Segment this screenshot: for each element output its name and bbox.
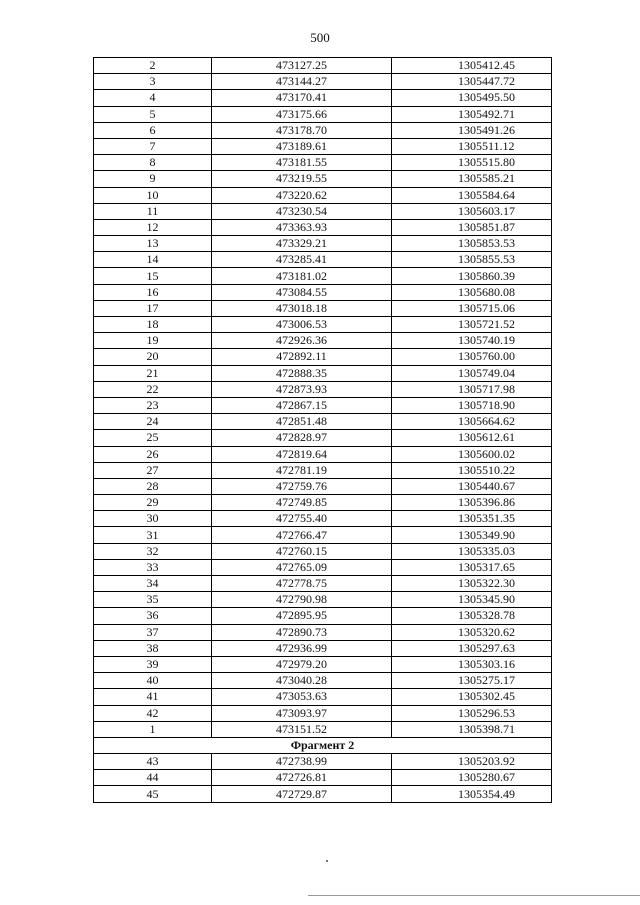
- point-number-cell: 32: [94, 543, 212, 559]
- y-coordinate-cell: 1305749.04: [392, 365, 552, 381]
- y-coordinate-cell: 1305495.50: [392, 90, 552, 106]
- x-coordinate-cell: 472926.36: [212, 333, 392, 349]
- x-coordinate-cell: 472828.97: [212, 430, 392, 446]
- y-coordinate-cell: 1305612.61: [392, 430, 552, 446]
- point-number-cell: 15: [94, 268, 212, 284]
- point-number-cell: 43: [94, 754, 212, 770]
- x-coordinate-cell: 473093.97: [212, 705, 392, 721]
- x-coordinate-cell: 472936.99: [212, 640, 392, 656]
- point-number-cell: 26: [94, 446, 212, 462]
- table-row: [94, 592, 552, 608]
- point-number-cell: 40: [94, 673, 212, 689]
- point-number-cell: 10: [94, 187, 212, 203]
- x-coordinate-cell: 473084.55: [212, 284, 392, 300]
- x-coordinate-cell: 472765.09: [212, 559, 392, 575]
- table-row: [94, 786, 552, 802]
- y-coordinate-cell: 1305322.30: [392, 576, 552, 592]
- y-coordinate-cell: 1305351.35: [392, 511, 552, 527]
- y-coordinate-cell: 1305603.17: [392, 203, 552, 219]
- y-coordinate-cell: 1305585.21: [392, 171, 552, 187]
- x-coordinate-cell: 473127.25: [212, 58, 392, 74]
- point-number-cell: 30: [94, 511, 212, 527]
- x-coordinate-cell: 472979.20: [212, 656, 392, 672]
- y-coordinate-cell: 1305317.65: [392, 559, 552, 575]
- y-coordinate-cell: 1305335.03: [392, 543, 552, 559]
- table-row: [94, 268, 552, 284]
- y-coordinate-cell: 1305717.98: [392, 381, 552, 397]
- x-coordinate-cell: 472729.87: [212, 786, 392, 802]
- table-row: [94, 187, 552, 203]
- table-row: [94, 576, 552, 592]
- point-number-cell: 38: [94, 640, 212, 656]
- table-row: [94, 543, 552, 559]
- fragment-header: [94, 737, 552, 753]
- y-coordinate-cell: 1305303.16: [392, 656, 552, 672]
- y-coordinate-cell: 1305680.08: [392, 284, 552, 300]
- table-row: [94, 462, 552, 478]
- point-number-cell: 5: [94, 106, 212, 122]
- point-number-cell: 42: [94, 705, 212, 721]
- y-coordinate-cell: 1305491.26: [392, 122, 552, 138]
- y-coordinate-cell: 1305396.86: [392, 495, 552, 511]
- y-coordinate-cell: 1305320.62: [392, 624, 552, 640]
- x-coordinate-cell: 473285.41: [212, 252, 392, 268]
- table-row: [94, 203, 552, 219]
- table-row: [94, 219, 552, 235]
- y-coordinate-cell: 1305721.52: [392, 317, 552, 333]
- y-coordinate-cell: 1305760.00: [392, 349, 552, 365]
- y-coordinate-cell: 1305440.67: [392, 478, 552, 494]
- x-coordinate-cell: 472819.64: [212, 446, 392, 462]
- x-coordinate-cell: 472890.73: [212, 624, 392, 640]
- y-coordinate-cell: 1305855.53: [392, 252, 552, 268]
- y-coordinate-cell: 1305853.53: [392, 236, 552, 252]
- x-coordinate-cell: 472755.40: [212, 511, 392, 527]
- point-number-cell: 19: [94, 333, 212, 349]
- table-row: [94, 689, 552, 705]
- x-coordinate-cell: 473006.53: [212, 317, 392, 333]
- point-number-cell: 39: [94, 656, 212, 672]
- fragment-row: [94, 737, 552, 753]
- y-coordinate-cell: 1305860.39: [392, 268, 552, 284]
- x-coordinate-cell: 473175.66: [212, 106, 392, 122]
- point-number-cell: 45: [94, 786, 212, 802]
- y-coordinate-cell: 1305412.45: [392, 58, 552, 74]
- point-number-cell: 12: [94, 219, 212, 235]
- point-number-cell: 4: [94, 90, 212, 106]
- point-number-cell: 14: [94, 252, 212, 268]
- x-coordinate-cell: 472892.11: [212, 349, 392, 365]
- table-row: [94, 705, 552, 721]
- x-coordinate-cell: 472790.98: [212, 592, 392, 608]
- y-coordinate-cell: 1305302.45: [392, 689, 552, 705]
- table-row: [94, 495, 552, 511]
- x-coordinate-cell: 472851.48: [212, 414, 392, 430]
- x-coordinate-cell: 473329.21: [212, 236, 392, 252]
- point-number-cell: 1: [94, 721, 212, 737]
- point-number-cell: 25: [94, 430, 212, 446]
- point-number-cell: 44: [94, 770, 212, 786]
- y-coordinate-cell: 1305492.71: [392, 106, 552, 122]
- x-coordinate-cell: 473151.52: [212, 721, 392, 737]
- x-coordinate-cell: 473040.28: [212, 673, 392, 689]
- y-coordinate-cell: 1305296.53: [392, 705, 552, 721]
- point-number-cell: 17: [94, 300, 212, 316]
- x-coordinate-cell: 473230.54: [212, 203, 392, 219]
- x-coordinate-cell: 473363.93: [212, 219, 392, 235]
- table-row: [94, 300, 552, 316]
- page-mark: [326, 860, 328, 862]
- point-number-cell: 28: [94, 478, 212, 494]
- table-row: [94, 608, 552, 624]
- table-row: [94, 381, 552, 397]
- x-coordinate-cell: 473170.41: [212, 90, 392, 106]
- table-row: [94, 673, 552, 689]
- point-number-cell: 16: [94, 284, 212, 300]
- point-number-cell: 7: [94, 138, 212, 154]
- table-row: [94, 90, 552, 106]
- x-coordinate-cell: 472867.15: [212, 397, 392, 413]
- x-coordinate-cell: 472873.93: [212, 381, 392, 397]
- x-coordinate-cell: 472766.47: [212, 527, 392, 543]
- y-coordinate-cell: 1305447.72: [392, 74, 552, 90]
- table-row: [94, 236, 552, 252]
- table-row: [94, 478, 552, 494]
- x-coordinate-cell: 472888.35: [212, 365, 392, 381]
- point-number-cell: 6: [94, 122, 212, 138]
- y-coordinate-cell: 1305398.71: [392, 721, 552, 737]
- table-body-fragment-1: [94, 58, 552, 738]
- y-coordinate-cell: 1305203.92: [392, 754, 552, 770]
- x-coordinate-cell: 473144.27: [212, 74, 392, 90]
- table-row: [94, 155, 552, 171]
- table-row: [94, 365, 552, 381]
- x-coordinate-cell: 473220.62: [212, 187, 392, 203]
- table-row: [94, 284, 552, 300]
- table-row: [94, 414, 552, 430]
- y-coordinate-cell: 1305715.06: [392, 300, 552, 316]
- table-row: [94, 171, 552, 187]
- x-coordinate-cell: 473181.55: [212, 155, 392, 171]
- x-coordinate-cell: 472749.85: [212, 495, 392, 511]
- x-coordinate-cell: 472760.15: [212, 543, 392, 559]
- table-body-fragment-2: [94, 754, 552, 803]
- point-number-cell: 29: [94, 495, 212, 511]
- table-row: [94, 430, 552, 446]
- point-number-cell: 37: [94, 624, 212, 640]
- point-number-cell: 27: [94, 462, 212, 478]
- table-row: [94, 559, 552, 575]
- point-number-cell: 21: [94, 365, 212, 381]
- x-coordinate-cell: 473178.70: [212, 122, 392, 138]
- point-number-cell: 33: [94, 559, 212, 575]
- table-row: [94, 58, 552, 74]
- y-coordinate-cell: 1305740.19: [392, 333, 552, 349]
- table-row: [94, 106, 552, 122]
- table-row: [94, 122, 552, 138]
- y-coordinate-cell: 1305584.64: [392, 187, 552, 203]
- y-coordinate-cell: 1305345.90: [392, 592, 552, 608]
- x-coordinate-cell: 473018.18: [212, 300, 392, 316]
- point-number-cell: 31: [94, 527, 212, 543]
- y-coordinate-cell: 1305600.02: [392, 446, 552, 462]
- y-coordinate-cell: 1305328.78: [392, 608, 552, 624]
- y-coordinate-cell: 1305354.49: [392, 786, 552, 802]
- point-number-cell: 36: [94, 608, 212, 624]
- point-number-cell: 20: [94, 349, 212, 365]
- point-number-cell: 13: [94, 236, 212, 252]
- page-number: 500: [310, 30, 330, 45]
- x-coordinate-cell: 473181.02: [212, 268, 392, 284]
- point-number-cell: 35: [94, 592, 212, 608]
- table-row: [94, 754, 552, 770]
- y-coordinate-cell: 1305275.17: [392, 673, 552, 689]
- table-row: [94, 252, 552, 268]
- x-coordinate-cell: 472778.75: [212, 576, 392, 592]
- table-row: [94, 317, 552, 333]
- x-coordinate-cell: 473189.61: [212, 138, 392, 154]
- y-coordinate-cell: 1305349.90: [392, 527, 552, 543]
- table-row: [94, 721, 552, 737]
- table-row: [94, 397, 552, 413]
- table-row: [94, 349, 552, 365]
- point-number-cell: 18: [94, 317, 212, 333]
- y-coordinate-cell: 1305511.12: [392, 138, 552, 154]
- point-number-cell: 2: [94, 58, 212, 74]
- table-row: [94, 527, 552, 543]
- x-coordinate-cell: 472738.99: [212, 754, 392, 770]
- coordinates-table: [93, 57, 552, 803]
- table-row: [94, 656, 552, 672]
- table-row: [94, 138, 552, 154]
- table-row: [94, 74, 552, 90]
- table-row: [94, 624, 552, 640]
- fragment-title: Фрагмент 2: [94, 737, 552, 753]
- x-coordinate-cell: 473219.55: [212, 171, 392, 187]
- point-number-cell: 22: [94, 381, 212, 397]
- point-number-cell: 3: [94, 74, 212, 90]
- point-number-cell: 34: [94, 576, 212, 592]
- y-coordinate-cell: 1305851.87: [392, 219, 552, 235]
- point-number-cell: 8: [94, 155, 212, 171]
- x-coordinate-cell: 472726.81: [212, 770, 392, 786]
- x-coordinate-cell: 473053.63: [212, 689, 392, 705]
- table-row: [94, 333, 552, 349]
- y-coordinate-cell: 1305510.22: [392, 462, 552, 478]
- y-coordinate-cell: 1305718.90: [392, 397, 552, 413]
- point-number-cell: 24: [94, 414, 212, 430]
- bottom-edge-line: [308, 895, 640, 896]
- y-coordinate-cell: 1305280.67: [392, 770, 552, 786]
- point-number-cell: 41: [94, 689, 212, 705]
- table-row: [94, 640, 552, 656]
- point-number-cell: 11: [94, 203, 212, 219]
- y-coordinate-cell: 1305297.63: [392, 640, 552, 656]
- table-row: [94, 511, 552, 527]
- x-coordinate-cell: 472759.76: [212, 478, 392, 494]
- point-number-cell: 23: [94, 397, 212, 413]
- y-coordinate-cell: 1305515.80: [392, 155, 552, 171]
- table-row: [94, 446, 552, 462]
- point-number-cell: 9: [94, 171, 212, 187]
- table-row: [94, 770, 552, 786]
- x-coordinate-cell: 472895.95: [212, 608, 392, 624]
- x-coordinate-cell: 472781.19: [212, 462, 392, 478]
- y-coordinate-cell: 1305664.62: [392, 414, 552, 430]
